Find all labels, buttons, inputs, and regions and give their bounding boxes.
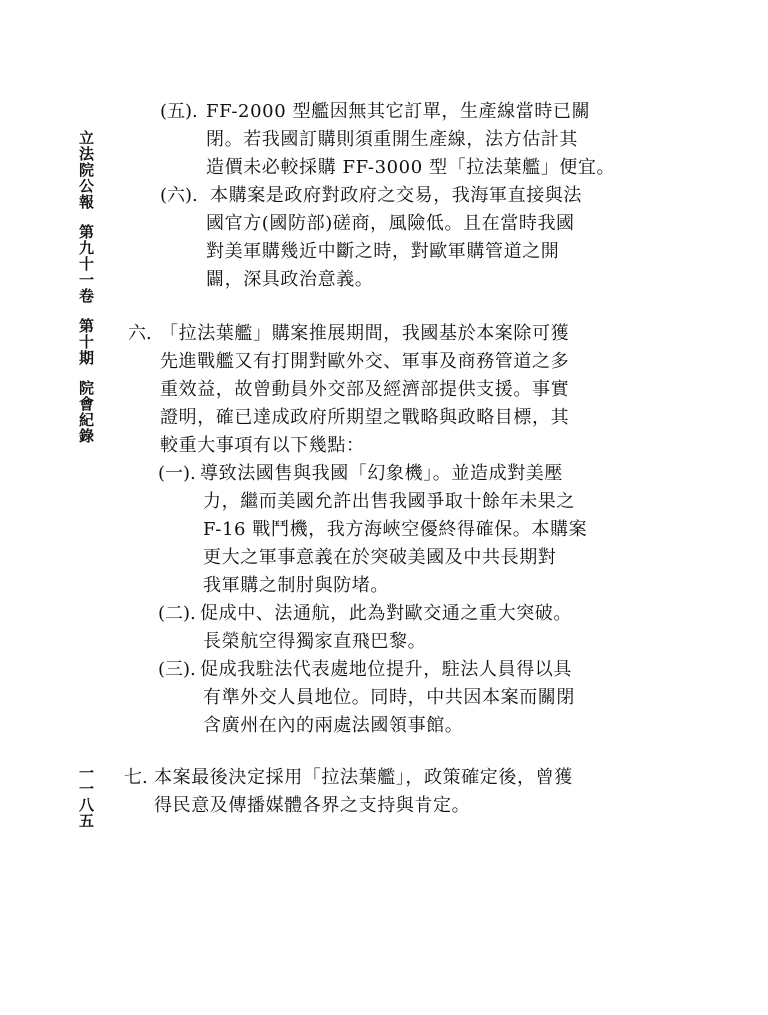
paragraph-line: 我軍購之制肘與防堵。 [203, 575, 389, 596]
section-marker: 七. [124, 767, 148, 788]
paragraph-line: 力，繼而美國允許出售我國爭取十餘年未果之 [203, 491, 575, 512]
running-header [74, 130, 94, 444]
list-item-marker: (二). [158, 603, 196, 624]
paragraph-line: 促成我駐法代表處地位提升，駐法人員得以具 [200, 659, 572, 680]
paragraph-line: 閉。若我國訂購則須重開生產線，法方估計其 [206, 129, 578, 150]
paragraph-line: 更大之軍事意義在於突破美國及中共長期對 [203, 547, 557, 568]
page-number: 一一八五 [77, 765, 95, 829]
paragraph-line: 有準外交人員地位。同時，中共因本案而關閉 [203, 687, 575, 708]
paragraph-line: FF-2000 型艦因無其它訂單，生產線當時已關 [206, 101, 591, 122]
paragraph-line: 先進戰艦又有打開對歐外交、軍事及商務管道之多 [160, 351, 570, 372]
list-item-marker: (三). [158, 659, 196, 680]
publication-title: 立法院公報 [77, 130, 95, 210]
paragraph-line: 闢，深具政治意義。 [206, 269, 374, 290]
paragraph-line: F-16 戰鬥機，我方海峽空優終得確保。本購案 [203, 519, 588, 540]
volume-label: 第九十一卷 [77, 224, 95, 304]
paragraph-line: 得民意及傳播媒體各界之支持與肯定。 [154, 795, 471, 816]
paragraph-line: 「拉法葉艦」購案推展期間，我國基於本案除可獲 [160, 323, 570, 344]
paragraph-line: 對美軍購幾近中斷之時，對歐軍購管道之開 [206, 241, 560, 262]
paragraph-line: 含廣州在內的兩處法國領事館。 [203, 715, 464, 736]
paragraph-line: 造價未必較採購 FF-3000 型「拉法葉艦」便宜。 [206, 157, 616, 178]
list-item-marker: (六). [160, 185, 198, 206]
section-label: 院會紀錄 [77, 380, 95, 444]
list-item-marker: (五). [160, 101, 198, 122]
paragraph-line: 長榮航空得獨家直飛巴黎。 [203, 631, 427, 652]
paragraph-line: 導致法國售與我國「幻象機」。並造成對美壓 [200, 463, 563, 484]
section-marker: 六. [128, 323, 152, 344]
issue-label: 第十期 [77, 318, 95, 366]
paragraph-line: 本案最後決定採用「拉法葉艦」，政策確定後，曾獲 [154, 767, 573, 788]
list-item-marker: (一). [158, 463, 196, 484]
paragraph-line: 較重大事項有以下幾點： [160, 435, 365, 456]
paragraph-line: 促成中、法通航，此為對歐交通之重大突破。 [200, 603, 572, 624]
paragraph-line: 重效益，故曾動員外交部及經濟部提供支援。事實 [160, 379, 570, 400]
paragraph-line: 本購案是政府對政府之交易，我海軍直接與法 [210, 185, 582, 206]
paragraph-line: 證明，確已達成政府所期望之戰略與政略目標，其 [160, 407, 570, 428]
paragraph-line: 國官方(國防部)磋商，風險低。且在當時我國 [206, 213, 575, 234]
